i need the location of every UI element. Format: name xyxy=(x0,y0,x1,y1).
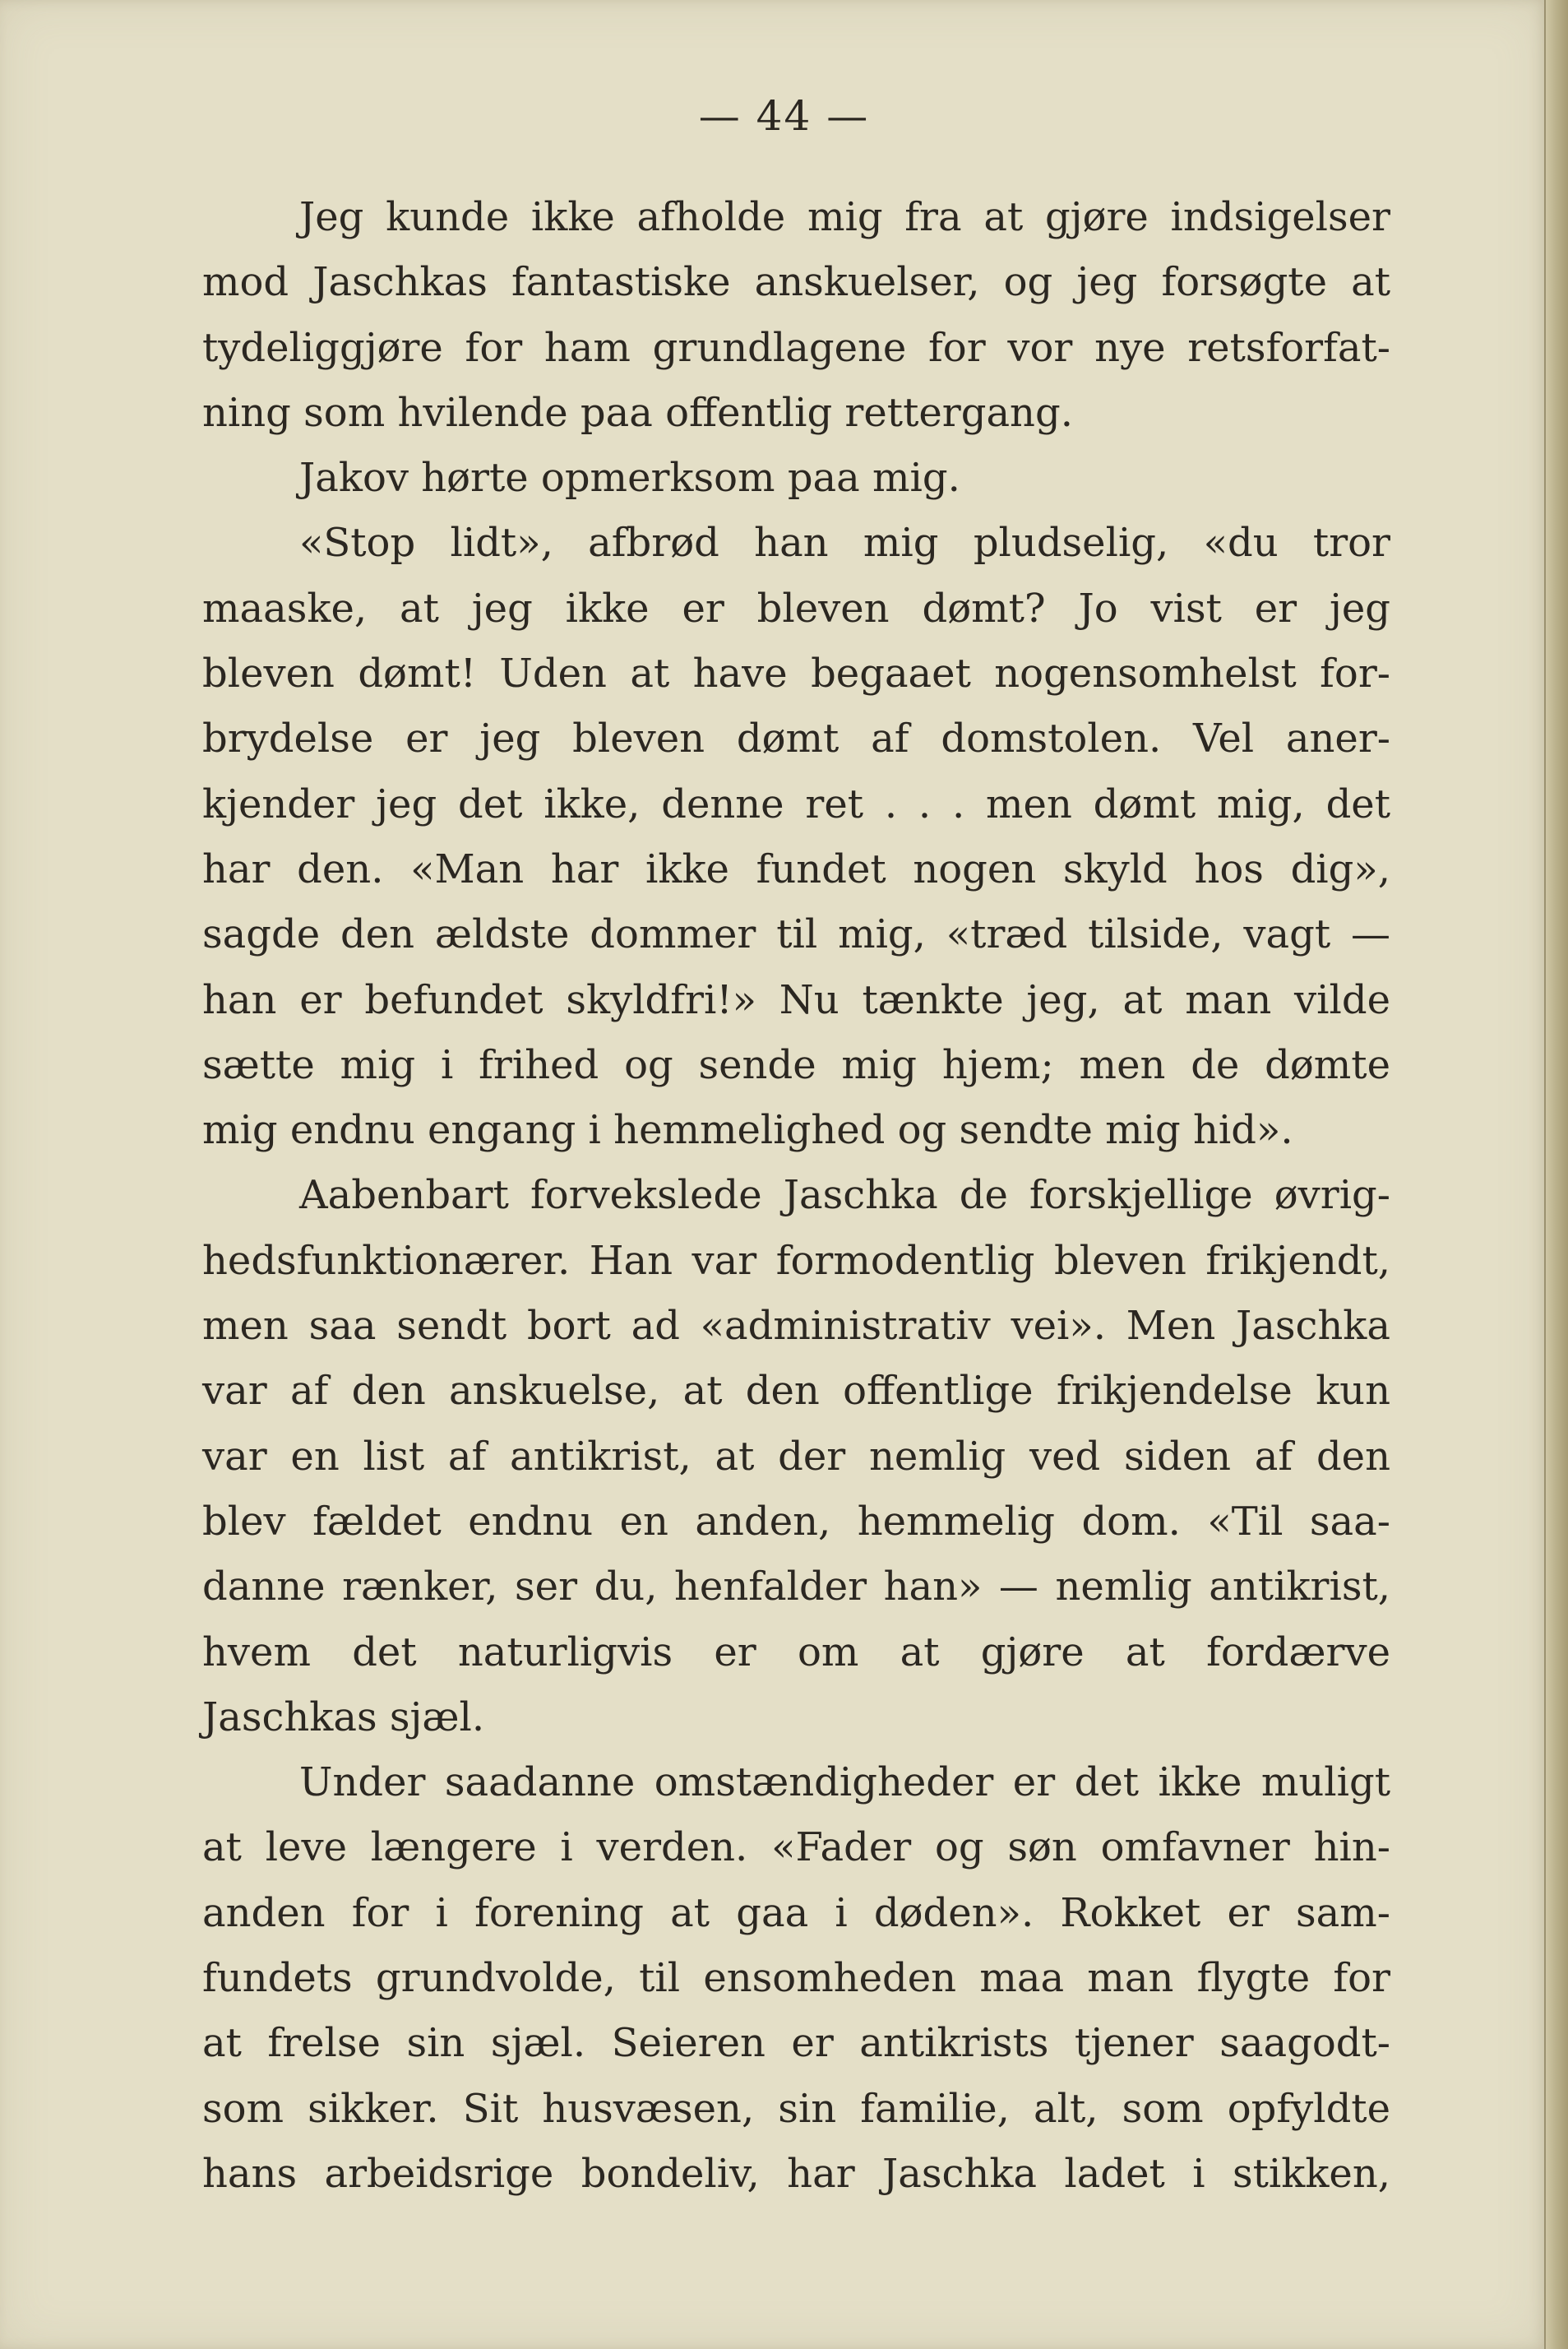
text-line: hans arbeidsrige bondeliv, har Jaschka ladet i stikken, xyxy=(202,2150,1390,2197)
text-line: at frelse sin sjæl. Seieren er antikrists tjener saagodt- xyxy=(202,2020,1390,2067)
text-line: men saa sendt bort ad «administrativ vei». Men Jaschka xyxy=(202,1303,1390,1350)
text-line: var en list af antikrist, at der nemlig ved siden af den xyxy=(202,1433,1390,1480)
text-line: har den. «Man har ikke fundet nogen skyld hos dig», xyxy=(202,846,1390,892)
text-line: kjender jeg det ikke, denne ret . . . men dømt mig, det xyxy=(202,781,1390,827)
text-line: som sikker. Sit husvæsen, sin familie, alt, som opfyldte xyxy=(202,2085,1390,2132)
body-text xyxy=(202,185,1390,2207)
text-line: Jeg kunde ikke afholde mig fra at gjøre indsigelser xyxy=(299,194,1390,240)
text-line: Jakov hørte opmerksom paa mig. xyxy=(299,455,960,502)
text-line: maaske, at jeg ikke er bleven dømt? Jo vist er jeg xyxy=(202,585,1390,632)
text-line: sagde den ældste dommer til mig, «træd tilside, vagt — xyxy=(202,911,1390,958)
text-line: fundets grundvolde, til ensomheden maa man flygte for xyxy=(202,1955,1390,2002)
text-line: var af den anskuelse, at den offentlige frikjendelse kun xyxy=(202,1368,1390,1415)
page-edge xyxy=(1544,0,1568,2349)
text-line: han er befundet skyldfri!» Nu tænkte jeg, at man vilde xyxy=(202,976,1390,1023)
text-line: anden for i forening at gaa i døden». Rokket er sam- xyxy=(202,1889,1390,1936)
text-line: «Stop lidt», afbrød han mig pludselig, «du tror xyxy=(299,520,1390,567)
text-line: danne rænker, ser du, henfalder han» — nemlig antikrist, xyxy=(202,1564,1390,1610)
text-line: hvem det naturligvis er om at gjøre at fordærve xyxy=(202,1629,1390,1675)
text-line: mig endnu engang i hemmelighed og sendte mig hid». xyxy=(202,1107,1293,1154)
text-line: tydeliggjøre for ham grundlagene for vor nye retsforfat- xyxy=(202,324,1390,371)
text-line: Jaschkas sjæl. xyxy=(202,1693,485,1740)
text-line: mod Jaschkas fantastiske anskuelser, og jeg forsøgte at xyxy=(202,259,1390,306)
text-line: Aabenbart forvekslede Jaschka de forskjellige øvrig- xyxy=(299,1172,1390,1219)
text-line: Under saadanne omstændigheder er det ikke muligt xyxy=(299,1759,1390,1806)
page-number: — 44 — xyxy=(698,92,870,140)
text-line: ning som hvilende paa offentlig rettergang. xyxy=(202,389,1073,436)
text-line: brydelse er jeg bleven dømt af domstolen. Vel aner- xyxy=(202,716,1390,762)
text-line: at leve længere i verden. «Fader og søn omfavner hin- xyxy=(202,1824,1390,1871)
text-line: sætte mig i frihed og sende mig hjem; men de dømte xyxy=(202,1041,1390,1088)
text-line: hedsfunktionærer. Han var formodentlig bleven frikjendt, xyxy=(202,1237,1390,1284)
text-line: bleven dømt! Uden at have begaaet nogensomhelst for- xyxy=(202,651,1390,697)
text-line: blev fældet endnu en anden, hemmelig dom. «Til saa- xyxy=(202,1498,1390,1545)
